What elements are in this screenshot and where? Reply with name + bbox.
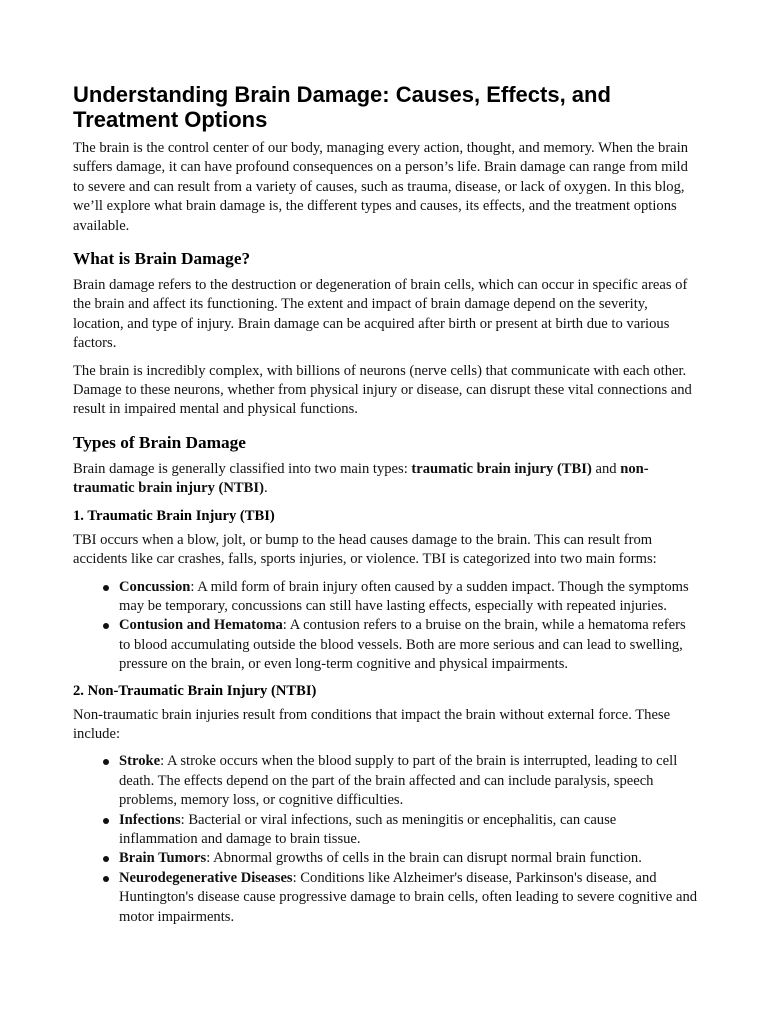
list-item	[119, 849, 698, 868]
bullet-icon	[103, 623, 109, 629]
list-item-term: Stroke	[119, 753, 161, 770]
list-item	[119, 752, 698, 810]
list-item-desc: : Abnormal growths of cells in the brain can disrupt normal brain function.	[206, 850, 642, 867]
ntbi-list	[73, 752, 698, 927]
bullet-icon	[103, 759, 109, 765]
list-item	[119, 811, 698, 850]
what-is-paragraph-2: The brain is incredibly complex, with billions of neurons (nerve cells) that communicate with each other. Damage to these neurons, whether from physical injury or disease, can disrupt these vital connections and result in impaired mental and physical functions.	[73, 362, 692, 418]
list-item-desc: : Conditions like Alzheimer's disease, Parkinson's disease, and Huntington's disease cause progressive damage to brain cells, often leading to severe cognitive and motor impairments.	[119, 869, 698, 925]
subheading-tbi: 1. Traumatic Brain Injury (TBI)	[73, 507, 275, 524]
tbi-list	[73, 578, 698, 675]
tbi-paragraph: TBI occurs when a blow, jolt, or bump to the head causes damage to the brain. This can result from accidents like car crashes, falls, sports injuries, or violence. TBI is categorized into two main forms:	[73, 531, 657, 568]
list-item-term: Brain Tumors	[119, 850, 207, 867]
list-item-desc: : Bacterial or viral infections, such as meningitis or encephalitis, can cause inflammation and damage to brain tissue.	[119, 811, 617, 847]
list-item-term: Contusion and Hematoma	[119, 617, 283, 634]
list-item-desc: : A contusion refers to a bruise on the brain, while a hematoma refers to blood accumulating outside the blood vessels. Both are more serious and can lead to swelling, pressure on the brain, or even long-term cognitive and physical impairments.	[119, 617, 686, 673]
subheading-ntbi: 2. Non-Traumatic Brain Injury (NTBI)	[73, 682, 317, 699]
list-item-term: Neurodegenerative Diseases	[119, 869, 293, 886]
list-item-term: Infections	[119, 811, 181, 828]
types-intro-ntbi: non-traumatic brain injury (NTBI)	[73, 460, 649, 497]
types-intro-and: and	[591, 460, 621, 477]
document-page	[73, 82, 698, 933]
section-heading-types: Types of Brain Damage	[73, 432, 246, 452]
types-intro-paragraph	[73, 460, 698, 499]
page-title: Understanding Brain Damage: Causes, Effects, and Treatment Options	[73, 82, 611, 132]
list-item-desc: : A mild form of brain injury often caused by a sudden impact. Though the symptoms may be temporary, concussions can still have lasting effects, especially with repeated injuries.	[119, 578, 689, 614]
bullet-icon	[103, 818, 109, 824]
bullet-icon	[103, 876, 109, 882]
intro-paragraph: The brain is the control center of our body, managing every action, thought, and memory. When the brain suffers damage, it can have profound consequences on a person’s life. Brain damage can range from mild to severe and can result from a variety of causes, such as trauma, disease, or lack of oxygen. In this blog, we’ll explore what brain damage is, the different types and causes, its effects, and the treatment options available.	[73, 140, 689, 234]
list-item	[119, 616, 698, 674]
ntbi-paragraph: Non-traumatic brain injuries result from conditions that impact the brain without external force. These include:	[73, 706, 671, 742]
list-item-term: Concussion	[119, 578, 191, 595]
types-intro-text: Brain damage is generally classified into two main types:	[73, 460, 412, 477]
types-intro-period: .	[263, 480, 268, 497]
list-item-desc: : A stroke occurs when the blood supply to part of the brain is interrupted, leading to cell death. The effects depend on the part of the brain affected and can include paralysis, speech problems, memory loss, or cognitive difficulties.	[119, 753, 678, 809]
list-item	[119, 578, 698, 617]
bullet-icon	[103, 585, 109, 591]
list-item	[119, 869, 698, 927]
bullet-icon	[103, 856, 109, 862]
types-intro-tbi: traumatic brain injury (TBI)	[411, 460, 592, 477]
section-heading-what-is: What is Brain Damage?	[73, 249, 251, 269]
what-is-paragraph-1: Brain damage refers to the destruction or degeneration of brain cells, which can occur in specific areas of the brain and affect its functioning. The extent and impact of brain damage depend on the severity, location, and type of injury. Brain damage can be acquired after birth or present at birth due to various factors.	[73, 277, 688, 352]
